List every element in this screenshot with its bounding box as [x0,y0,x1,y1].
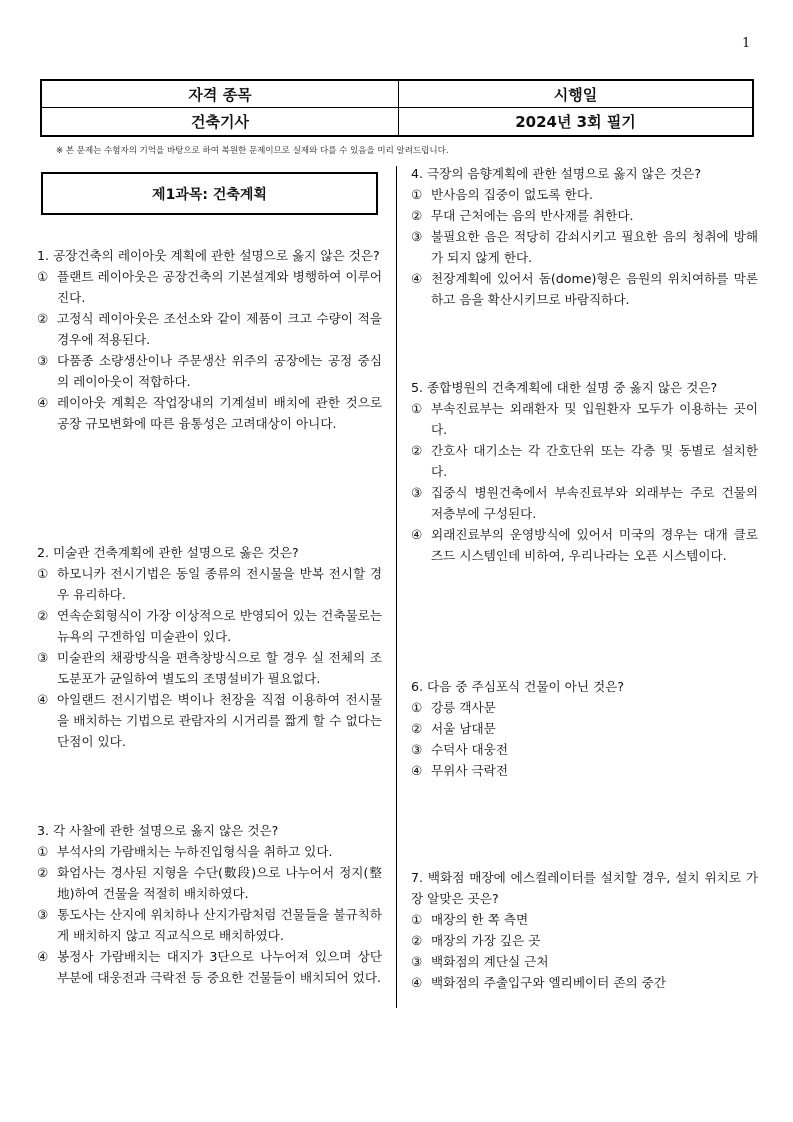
option-2: ② 연속순회형식이 가장 이상적으로 반영되어 있는 건축물로는 뉴욕의 구겐하임 미술관이 있다. [37,608,382,644]
question-title: 4. 극장의 음향계획에 관한 설명으로 옳지 않은 것은? [411,166,702,181]
option-1: ① 플랜트 레이아웃은 공장건축의 기본설계와 병행하여 이루어진다. [37,269,382,305]
question-3 [37,820,382,988]
option-3: ③ 백화점의 계단실 근처 [411,954,549,969]
question-title: 7. 백화점 매장에 에스컬레이터를 설치할 경우, 설치 위치로 가장 알맞은 곳은? [411,870,758,906]
question-title: 3. 각 사찰에 관한 설명으로 옳지 않은 것은? [37,823,279,838]
option-2: ② 화엄사는 경사된 지형을 수단(數段)으로 나누어서 정지(整地)하여 건물을 적절히 배치하였다. [37,865,382,901]
question-1 [37,245,382,434]
option-1: ① 강릉 객사문 [411,700,496,715]
page-number: 1 [742,36,751,51]
option-2: ② 매장의 가장 깊은 곳 [411,933,541,948]
option-3: ③ 불필요한 음은 적당히 감쇠시키고 필요한 음의 청취에 방해가 되지 않게 한다. [411,229,758,265]
option-4: ④ 아일랜드 전시기법은 벽이나 천장을 직접 이용하여 전시물을 배치하는 기법으로 관람자의 시거리를 짧게 할 수 없다는 단점이 있다. [37,692,382,749]
option-4: ④ 무위사 극락전 [411,763,508,778]
option-3: ③ 미술관의 채광방식을 편측창방식으로 할 경우 실 전체의 조도분포가 균일하여 별도의 조명설비가 필요없다. [37,650,382,686]
option-3: ③ 통도사는 산지에 위치하나 산지가람처럼 건물들을 불규칙하게 배치하지 않고 직교식으로 배치하였다. [37,907,382,943]
option-2: ② 고정식 레이아웃은 조선소와 같이 제품이 크고 수량이 적을 경우에 적용된다. [37,311,382,347]
option-3: ③ 집중식 병원건축에서 부속진료부와 외래부는 주로 건물의 저층부에 구성된다. [411,485,758,521]
option-1: ① 하모니카 전시기법은 동일 종류의 전시물을 반복 전시할 경우 유리하다. [37,566,382,602]
option-1: ① 부석사의 가람배치는 누하진입형식을 취하고 있다. [37,844,333,859]
option-1: ① 매장의 한 쪽 측면 [411,912,529,927]
option-3: ③ 수덕사 대웅전 [411,742,508,757]
option-4: ④ 백화점의 주출입구와 엘리베이터 존의 중간 [411,975,666,990]
question-6 [411,676,758,781]
option-4: ④ 천장계획에 있어서 돔(dome)형은 음원의 위치여하를 막론하고 음을 확산시키므로 바람직하다. [411,271,758,307]
question-2 [37,542,382,752]
header-subject-value: 건축기사 [42,108,399,135]
option-4: ④ 봉정사 가람배치는 대지가 3단으로 나누어져 있으며 상단 부분에 대웅전과 극락전 등 중요한 건물들이 배치되어 었다. [37,949,382,985]
option-2: ② 서울 남대문 [411,721,496,736]
question-title: 5. 종합병원의 건축계획에 대한 설명 중 옳지 않은 것은? [411,380,718,395]
exam-info-table [40,79,754,137]
option-2: ② 무대 근처에는 음의 반사재를 취한다. [411,208,634,223]
question-title: 1. 공장건축의 레이아웃 계획에 관한 설명으로 옳지 않은 것은? [37,248,380,263]
question-7 [411,867,758,993]
header-date-value: 2024년 3회 필기 [515,113,636,131]
column-divider [396,166,397,1008]
question-4 [411,163,758,310]
option-3: ③ 다품종 소량생산이나 주문생산 위주의 공장에는 공정 중심의 레이아웃이 적합하다. [37,353,382,389]
option-1: ① 반사음의 집중이 없도록 한다. [411,187,593,202]
subject-title: 제1과목: 건축계획 [41,172,378,215]
option-4: ④ 외래진료부의 운영방식에 있어서 미국의 경우는 대개 클로즈드 시스템인데 비하여, 우리나라는 오픈 시스템이다. [411,527,758,563]
option-2: ② 간호사 대기소는 각 간호단위 또는 각층 및 동별로 설치한다. [411,443,758,479]
header-subject-label: 자격 종목 [42,81,399,108]
question-title: 2. 미술관 건축계획에 관한 설명으로 옳은 것은? [37,545,299,560]
option-4: ④ 레이아웃 계획은 작업장내의 기계설비 배치에 관한 것으로 공장 규모변화에 따른 융통성은 고려대상이 아니다. [37,395,382,431]
disclaimer-notice: ※ 본 문제는 수험자의 기억을 바탕으로 하여 복원한 문제이므로 실제와 다를 수 있음을 미리 알려드립니다. [56,146,449,156]
option-1: ① 부속진료부는 외래환자 및 입원환자 모두가 이용하는 곳이다. [411,401,758,437]
header-date-label: 시행일 [399,81,752,108]
question-5 [411,377,758,566]
question-title: 6. 다음 중 주심포식 건물이 아닌 것은? [411,679,625,694]
